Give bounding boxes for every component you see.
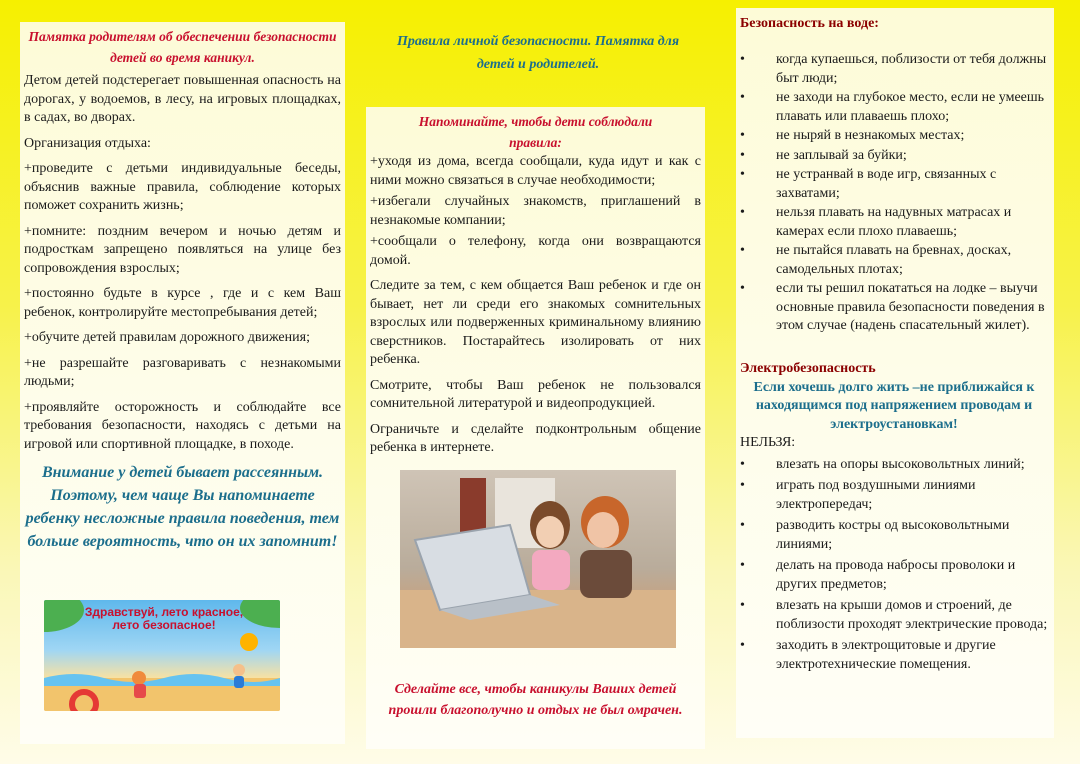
- list-item: • нельзя плавать на надувных матрасах и камерах если плохо плаваешь;: [740, 204, 1048, 241]
- parents-memo-title: Памятка родителям об обеспечении безопасности детей во время каникул.: [28, 29, 337, 65]
- list-item: +сообщали о телефону, когда они возвращаются домой.: [370, 234, 701, 268]
- list-item: +обучите детей правилам дорожного движения;: [24, 330, 310, 345]
- list-item: • заходить в электрощитовые и другие электротехнические помещения.: [740, 637, 1048, 674]
- list-item: +помните: поздним вечером и ночью детям и подросткам запрещено появляться на улице без сопровождения взрослых;: [24, 223, 341, 276]
- remind-panel: [366, 107, 705, 749]
- list-item: • когда купаешься, поблизости от тебя должны быт люди;: [740, 51, 1048, 88]
- list-item: • играть под воздушными линиями электропередач;: [740, 477, 1048, 514]
- children-laptop-illustration: [400, 470, 676, 648]
- water-safety-list: [740, 51, 1048, 336]
- list-item: • делать на провода набросы проволоки и других предметов;: [740, 557, 1048, 594]
- list-item: • не ныряй в незнакомых местах;: [740, 127, 1048, 146]
- banner-text: Здравствуй, лето красное, лето безопасное!: [84, 605, 244, 632]
- closing-note: [374, 679, 697, 721]
- list-item: • разводить костры од высоковольтными линиями;: [740, 517, 1048, 554]
- literature-text: Смотрите, чтобы Ваш ребенок не пользовался сомнительной литературой и видеопродукцией.: [370, 377, 701, 411]
- electrical-safety-list: [740, 456, 1048, 675]
- list-item: +уходя из дома, всегда сообщали, куда идут и как с ними можно связаться в случае необходимости;: [370, 154, 701, 188]
- electrical-safety-title: Электробезопасность: [740, 360, 876, 376]
- list-item: +постоянно будьте в курсе , где и с кем Ваш ребенок, контролируйте местопребывания детей;: [24, 286, 341, 320]
- closing-text: Сделайте все, чтобы каникулы Ваших детей прошли благополучно и отдых не был омрачен.: [388, 682, 683, 718]
- summer-banner-image: [44, 600, 280, 711]
- list-item: +избегали случайных знакомств, приглашений в незнакомые компании;: [370, 194, 701, 228]
- internet-text: Ограничьте и сделайте подконтрольным общение ребенка в интернете.: [370, 421, 701, 455]
- list-item: • влезать на крыши домов и строений, де поблизости проходят электрические провода;: [740, 597, 1048, 634]
- list-item: • не устранвай в воде игр, связанных с захватами;: [740, 166, 1048, 203]
- list-item: • не заплывай за буйки;: [740, 147, 1048, 166]
- org-label: Организация отдыха:: [24, 135, 151, 151]
- watch-contacts-text: Следите за тем, с кем общается Ваш ребенок и где он бывает, нет ли среди его знакомых сомнительных взрослых или подверженных криминальному влиянию сверстников. Постарайтесь изолировать от них ребенка.: [370, 278, 701, 367]
- water-safety-title: Безопасность на воде:: [740, 16, 879, 31]
- children-laptop-photo: [400, 470, 676, 648]
- safety-rules-panel: [736, 8, 1054, 738]
- list-item: • не пытайся плавать на бревнах, досках, самодельных плотах;: [740, 242, 1048, 279]
- list-item: • влезать на опоры высоковольтных линий;: [740, 456, 1048, 475]
- personal-safety-header: Правила личной безопасности. Памятка для детей и родителей.: [396, 34, 680, 72]
- list-item: +проведите с детьми индивидуальные беседы, объяснив важные правила, соблюдение которых поможет сохранить жизнь;: [24, 161, 341, 213]
- list-item: • не заходи на глубокое место, если не умеешь плавать или плаваешь плохо;: [740, 89, 1048, 126]
- remind-title: Напоминайте, чтобы дети соблюдали правила:: [418, 114, 653, 150]
- intro-text: Детом детей подстерегает повышенная опасность на дорогах, у водоемов, в лесу, на игровых площадках, в садах, во дворах.: [24, 73, 341, 125]
- forbidden-label: НЕЛЬЗЯ:: [740, 435, 796, 450]
- list-item: +не разрешайте разговаривать с незнакомыми людьми;: [24, 355, 341, 389]
- attention-note: Внимание у детей бывает рассеянным. Поэтому, чем чаще Вы напоминаете ребенку несложные правила поведения, тем больше вероятность, что он их запомнит!: [25, 464, 340, 550]
- list-item: +проявляйте осторожность и соблюдайте все требования безопасности, находясь с детьми на игровой или спортивной площадке, в походе.: [24, 399, 341, 452]
- list-item: • если ты решил покататься на лодке – выучи основные правила безопасности поведения в этом случае (надень спасательный жилет).: [740, 280, 1048, 336]
- electrical-safety-warning: Если хочешь долго жить –не приближайся к находящимся под напряжением проводам и электроустановкам!: [753, 379, 1035, 432]
